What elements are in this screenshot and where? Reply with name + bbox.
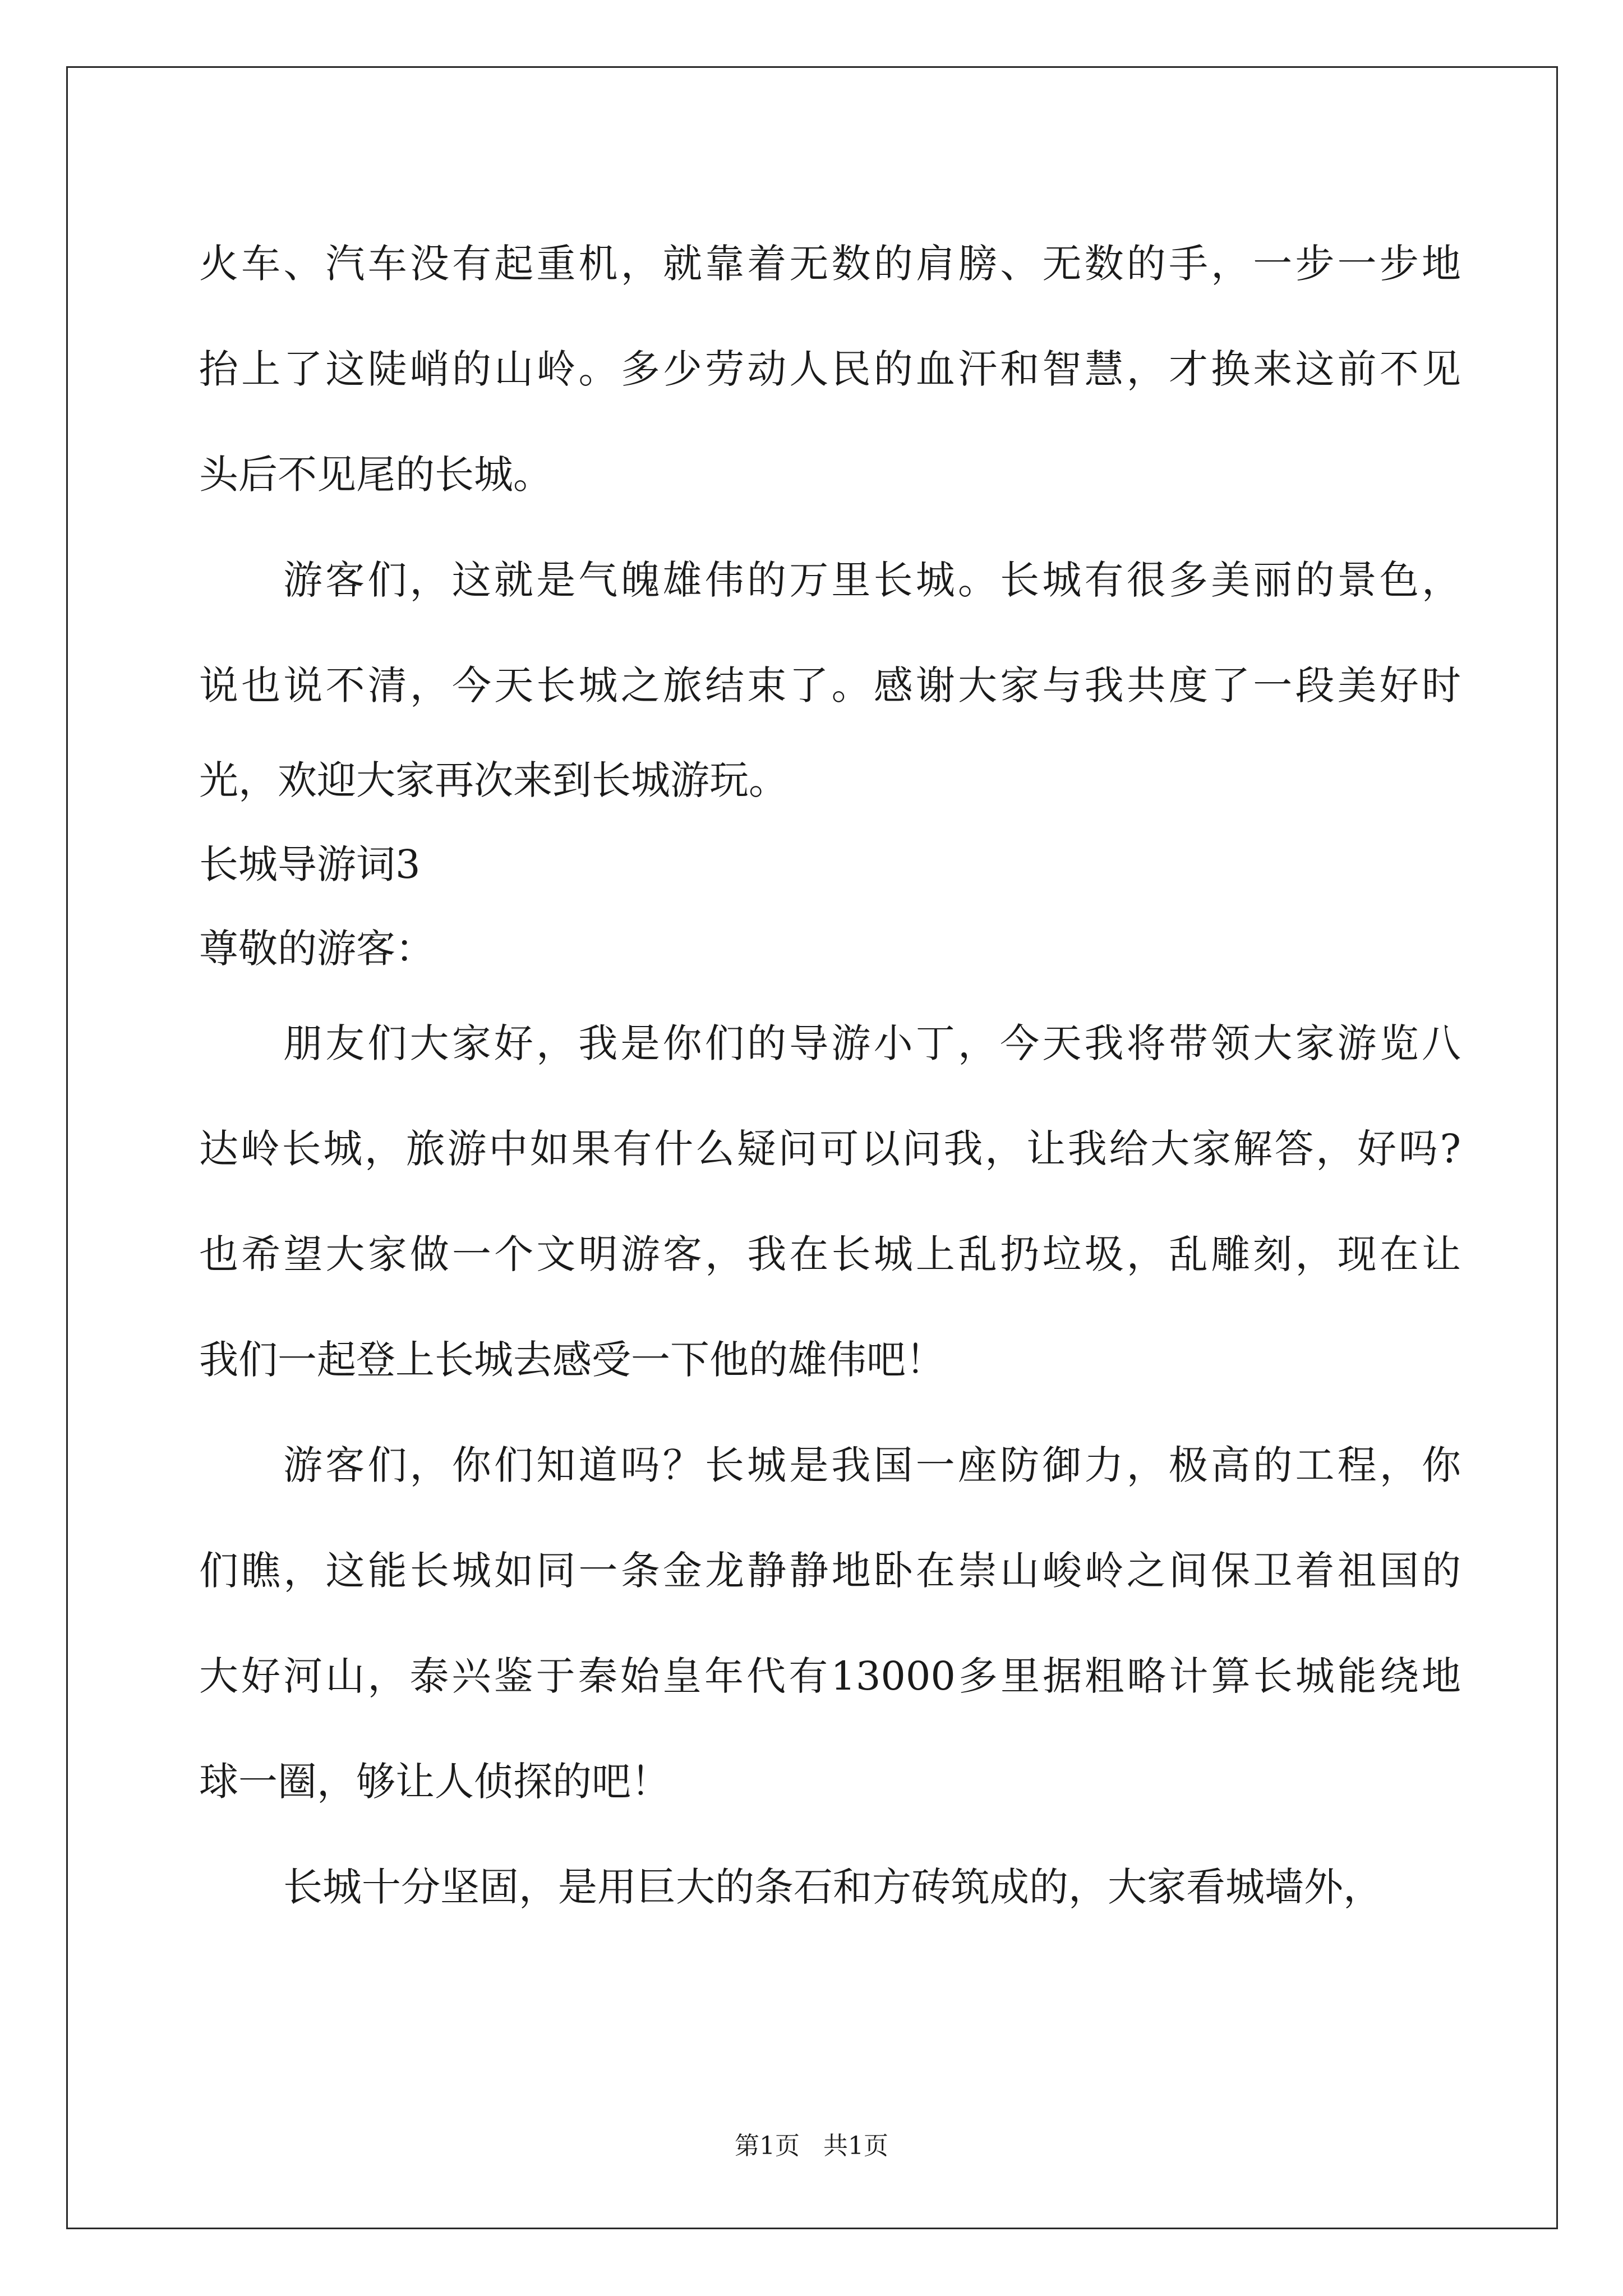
text-line: 说也说不清，今天长城之旅结束了。感谢大家与我共度了一段美好时	[199, 662, 1461, 708]
text-line: 长城十分坚固，是用巨大的条石和方砖筑成的，大家看城墙外，	[283, 1864, 1382, 1910]
text-line: 光，欢迎大家再次来到长城游玩。	[199, 757, 788, 803]
text-line: 游客们，这就是气魄雄伟的万里长城。长城有很多美丽的景色，	[283, 557, 1461, 603]
page-total: 共1页	[823, 2132, 888, 2160]
text-line: 朋友们大家好，我是你们的导游小丁，今天我将带领大家游览八	[283, 1020, 1461, 1066]
section-heading: 长城导游词3	[199, 841, 421, 887]
text-line: 火车、汽车没有起重机，就靠着无数的肩膀、无数的手，一步一步地	[199, 241, 1461, 287]
text-line: 也希望大家做一个文明游客，我在长城上乱扔垃圾，乱雕刻，现在让	[199, 1231, 1461, 1277]
text-line: 大好河山，泰兴鉴于秦始皇年代有13000多里据粗略计算长城能绕地	[199, 1653, 1461, 1699]
page-footer	[0, 2129, 1623, 2163]
text-line: 抬上了这陡峭的山岭。多少劳动人民的血汗和智慧，才换来这前不见	[199, 346, 1461, 392]
text-line: 头后不见尾的长城。	[199, 452, 552, 498]
document-body	[199, 211, 1461, 1940]
page-number: 第1页	[735, 2132, 800, 2160]
salutation: 尊敬的游客：	[199, 926, 435, 972]
text-line: 们瞧，这能长城如同一条金龙静静地卧在崇山峻岭之间保卫着祖国的	[199, 1548, 1461, 1594]
text-line: 达岭长城，旅游中如果有什么疑问可以问我，让我给大家解答，好吗?	[199, 1126, 1461, 1172]
text-line: 我们一起登上长城去感受一下他的雄伟吧！	[199, 1337, 945, 1383]
text-line: 球一圈，够让人侦探的吧！	[199, 1759, 670, 1805]
text-line: 游客们，你们知道吗？长城是我国一座防御力，极高的工程，你	[283, 1442, 1461, 1488]
